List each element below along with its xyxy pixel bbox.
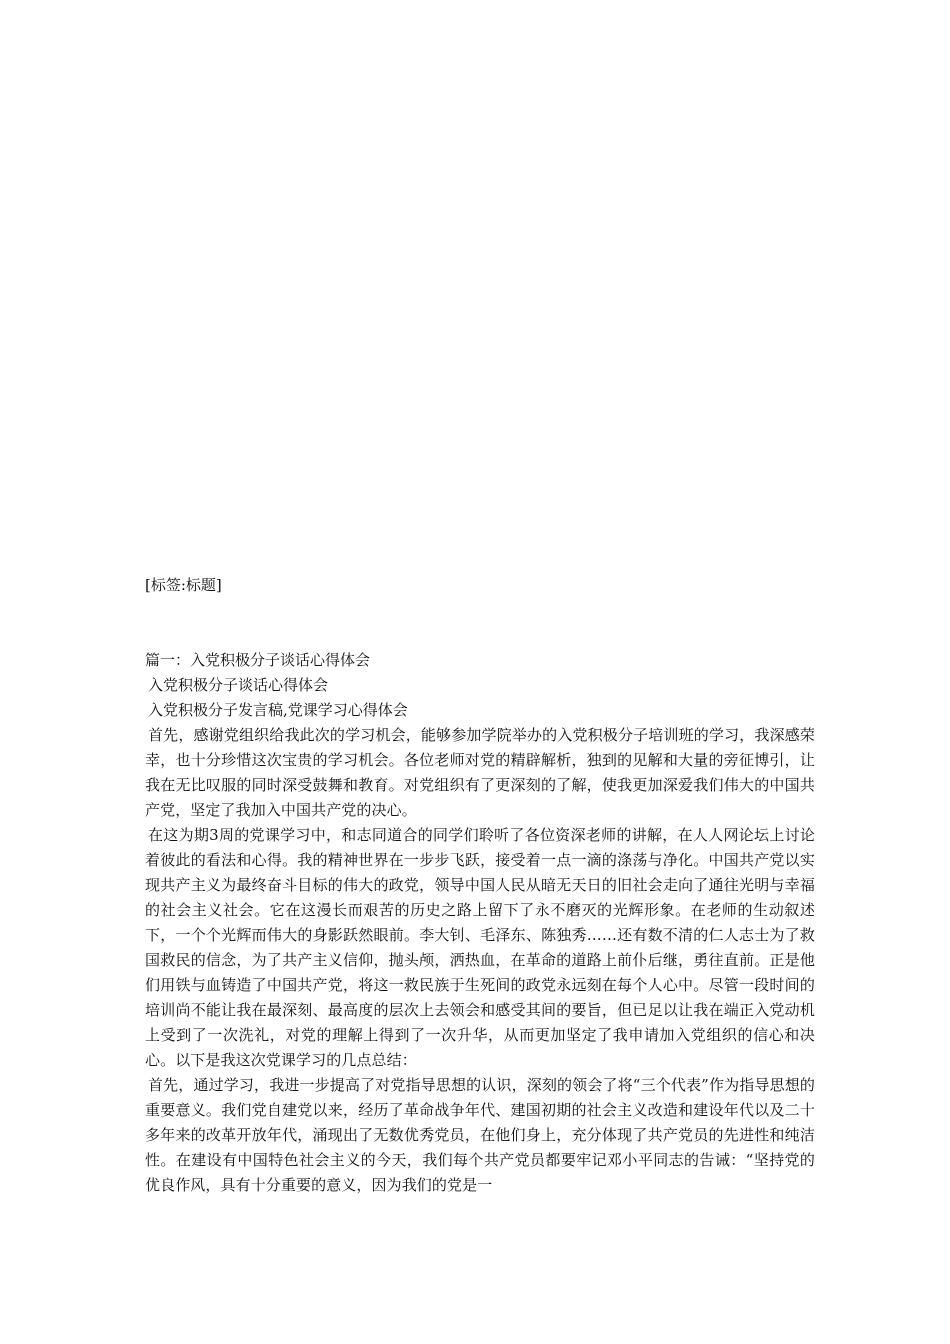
document-body	[145, 648, 815, 1198]
paragraph-text: 首先，感谢党组织给我此次的学习机会，能够参加学院举办的入党积极分子培训班的学习，我深感荣幸，也十分珍惜这次宝贵的学习机会。各位老师对党的精辟解析，独到的见解和大量的旁征博引，让我在无比叹服的同时深受鼓舞和教育。对党组织有了更深刻的了解，使我更加深爱我们伟大的中国共产党，坚定了我加入中国共产党的决心。	[145, 726, 815, 819]
tag-label: [标签:标题]	[145, 576, 222, 594]
heading-subtitle: 入党积极分子谈话心得体会	[148, 676, 329, 694]
paragraph-guiding-thought	[145, 1073, 815, 1198]
paragraph-study-experience	[145, 823, 815, 1073]
heading-article-one: 篇一：入党积极分子谈话心得体会	[145, 651, 371, 669]
heading-speech-title: 入党积极分子发言稿,党课学习心得体会	[148, 701, 408, 719]
paragraph-text: 在这为期3周的党课学习中，和志同道合的同学们聆听了各位资深老师的讲解，在人人网论坛上讨论着彼此的看法和心得。我的精神世界在一步步飞跃，接受着一点一滴的涤荡与净化。中国共产党以实现共产主义为最终奋斗目标的伟大的政党，领导中国人民从暗无天日的旧社会走向了通往光明与幸福的社会主义社会。它在这漫长而艰苦的历史之路上留下了永不磨灭的光辉形象。在老师的生动叙述下，一个个光辉而伟大的身影跃然眼前。李大钊、毛泽东、陈独秀……还有数不清的仁人志士为了救国救民的信念，为了共产主义信仰，抛头颅，洒热血，在革命的道路上前仆后继，勇往直前。正是他们用铁与血铸造了中国共产党，将这一救民族于生死间的政党永远刻在每个人心中。尽管一段时间的培训尚不能让我在最深刻、最高度的层次上去领会和感受其间的要旨，但已足以让我在端正入党动机上受到了一次洗礼，对党的理解上得到了一次升华，从而更加坚定了我申请加入党组织的信心和决心。以下是我这次党课学习的几点总结：	[145, 826, 815, 1069]
paragraph-gratitude	[145, 723, 815, 823]
paragraph-text: 首先，通过学习，我进一步提高了对党指导思想的认识，深刻的领会了将“三个代表”作为指导思想的重要意义。我们党自建党以来，经历了革命战争年代、建国初期的社会主义改造和建设年代以及二十多年来的改革开放年代，涌现出了无数优秀党员，在他们身上，充分体现了共产党员的先进性和纯洁性。在建设有中国特色社会主义的今天，我们每个共产党员都要牢记邓小平同志的告诫：“坚持党的优良作风，具有十分重要的意义，因为我们的党是一	[145, 1076, 815, 1194]
